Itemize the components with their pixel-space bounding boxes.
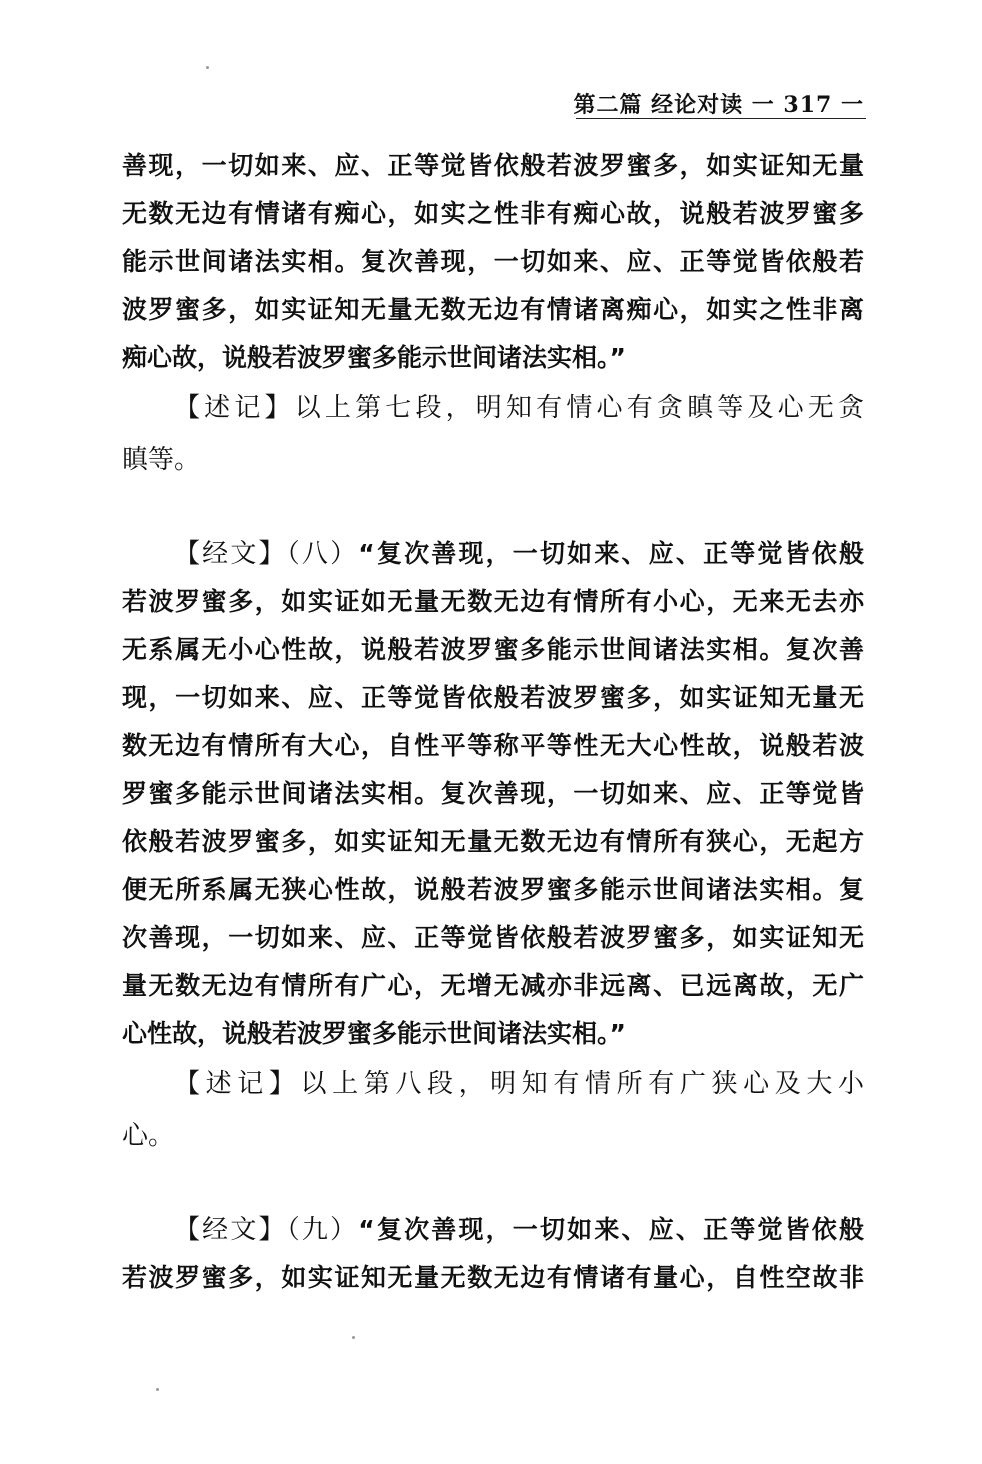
text-line: 无数无边有情诸有痴心，如实之性非有痴心故，说般若波罗蜜多 [122,199,864,228]
commentary-line: 瞋等。 [122,445,201,475]
page-body [122,142,864,1302]
sutra-label: 【经文】（八） [174,539,359,569]
text-line: 能示世间诸法实相。复次善现，一切如来、应、正等觉皆依般若 [122,247,864,276]
text-line: 波罗蜜多，如实证知无量无数无边有情诸离痴心，如实之性非离 [122,295,864,324]
text-line: 若波罗蜜多，如实证知无量无数无边有情诸有量心，自性空故非 [122,1263,864,1292]
header-divider [576,118,866,119]
text-line: 无系属无小心性故，说般若波罗蜜多能示世间诸法实相。复次善 [122,635,864,664]
scan-speck [156,1388,159,1391]
section-gap [122,1162,864,1206]
text-line: 心性故，说般若波罗蜜多能示世间诸法实相。” [122,1019,626,1048]
text-line: 罗蜜多能示世间诸法实相。复次善现，一切如来、应、正等觉皆 [122,779,864,808]
text-line: 依般若波罗蜜多，如实证知无量无数无边有情所有狭心，无起方 [122,827,864,856]
text-line: 量无数无边有情所有广心，无增无减亦非远离、已远离故，无广 [122,971,864,1000]
scan-speck [206,66,209,69]
scan-speck [352,1336,355,1339]
running-header: 第二篇 经论对读 一 317 一 [573,92,864,118]
text-line: 数无边有情所有大心，自性平等称平等性无大心性故，说般若波 [122,731,864,760]
commentary-line: 【述记】以上第七段，明知有情心有贪瞋等及心无贪 [174,393,864,423]
text-line: 善现，一切如来、应、正等觉皆依般若波罗蜜多，如实证知无量 [122,151,864,180]
sutra-first-line [122,530,864,578]
sutra-first-line [122,1206,864,1254]
text-line: 现，一切如来、应、正等觉皆依般若波罗蜜多，如实证知无量无 [122,683,864,712]
text-line: 若波罗蜜多，如实证如无量无数无边有情所有小心，无来无去亦 [122,587,864,616]
text-line: 痴心故，说般若波罗蜜多能示世间诸法实相。” [122,343,626,372]
text-line: 便无所系属无狭心性故，说般若波罗蜜多能示世间诸法实相。复 [122,875,864,904]
sutra-label: 【经文】（九） [174,1215,359,1245]
commentary-line: 【述记】以上第八段，明知有情所有广狭心及大小 [174,1069,864,1099]
section-gap [122,486,864,530]
sutra-first-text: “复次善现，一切如来、应、正等觉皆依般 [358,1215,864,1244]
sutra-first-text: “复次善现，一切如来、应、正等觉皆依般 [358,539,864,568]
text-line: 次善现，一切如来、应、正等觉皆依般若波罗蜜多，如实证知无 [122,923,864,952]
commentary-line: 心。 [122,1121,175,1151]
